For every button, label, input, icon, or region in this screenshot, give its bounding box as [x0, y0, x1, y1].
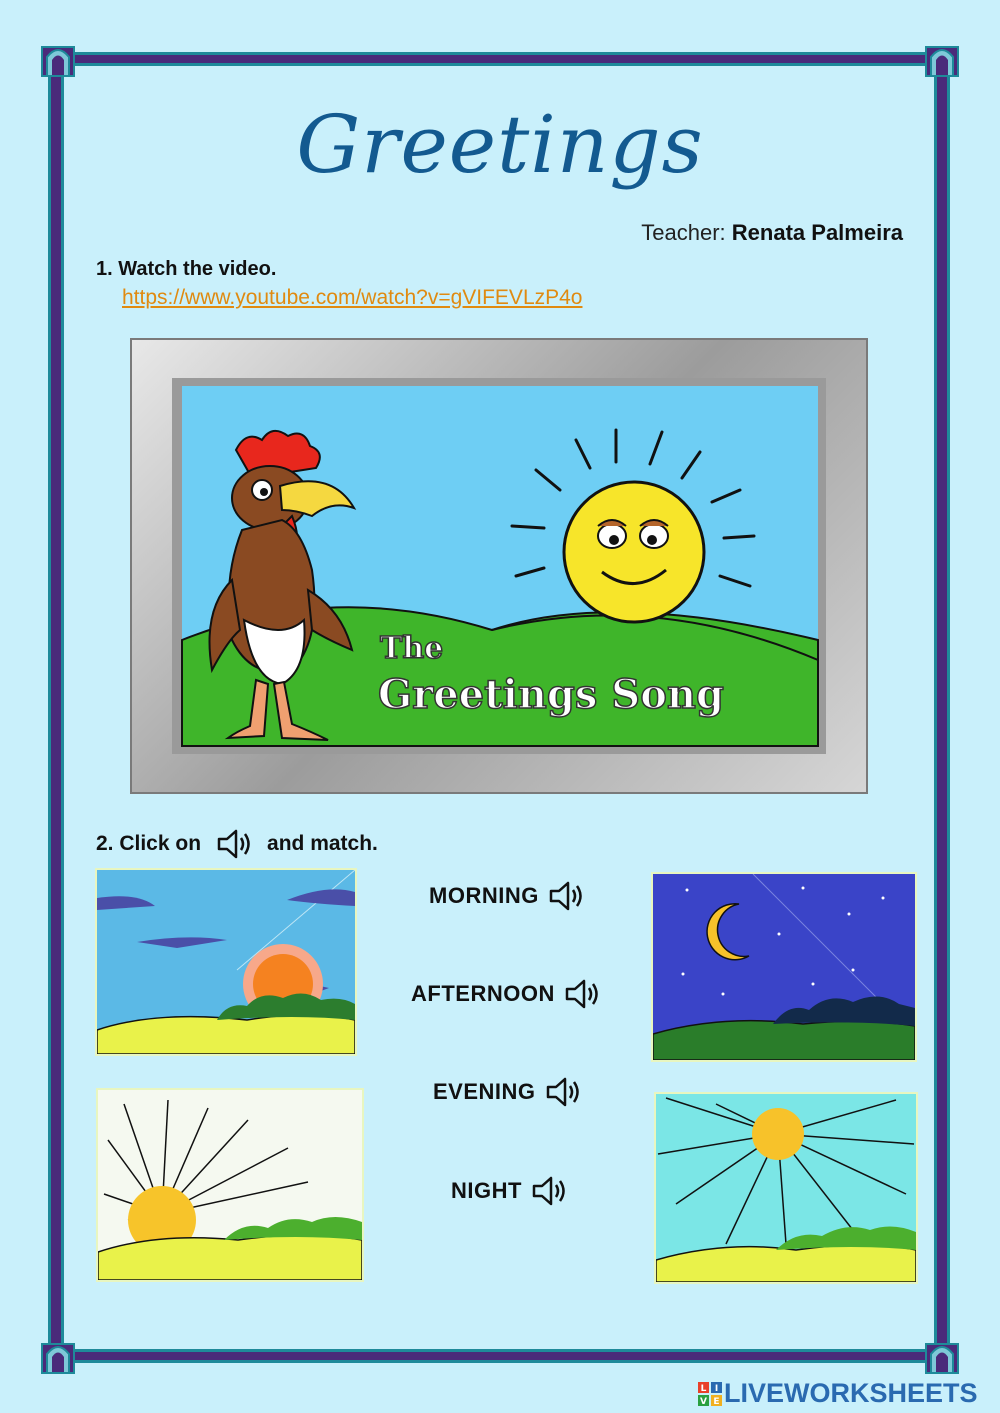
step2-after: and match. — [267, 832, 378, 855]
step2-instruction — [96, 828, 378, 860]
teacher-credit — [641, 220, 903, 246]
video-title-line2: Greetings Song — [378, 671, 724, 718]
word-night-label: NIGHT — [451, 1178, 522, 1203]
word-evening-label: EVENING — [433, 1079, 536, 1104]
teacher-name: Renata Palmeira — [731, 220, 903, 245]
step1-instruction: 1. Watch the video. — [96, 258, 277, 280]
badge-letter: L — [700, 1383, 707, 1394]
picture-day[interactable] — [654, 1092, 918, 1284]
word-evening[interactable] — [433, 1076, 582, 1108]
speaker-icon[interactable] — [546, 1076, 582, 1108]
word-morning-label: MORNING — [429, 883, 539, 908]
corner-ornament-icon — [41, 41, 75, 77]
border-left — [48, 58, 64, 1358]
speaker-icon[interactable] — [549, 880, 585, 912]
speaker-icon[interactable] — [565, 978, 601, 1010]
liveworksheets-logo[interactable] — [698, 1378, 978, 1409]
corner-ornament-icon — [41, 1338, 75, 1374]
badge-letter: V — [700, 1396, 707, 1406]
speaker-icon[interactable] — [532, 1175, 568, 1207]
word-afternoon[interactable] — [411, 978, 601, 1010]
logo-text: LIVEWORKSHEETS — [724, 1378, 978, 1408]
step2-before: 2. Click on — [96, 832, 202, 855]
corner-ornament-icon — [925, 1338, 959, 1374]
speaker-icon — [217, 828, 253, 860]
corner-ornament-icon — [925, 41, 959, 77]
picture-sunset[interactable] — [95, 868, 357, 1056]
border-top — [60, 52, 940, 66]
word-night[interactable] — [451, 1175, 568, 1207]
video-title-line1: The — [380, 631, 444, 666]
video-thumbnail[interactable] — [130, 338, 868, 794]
badge-letter: E — [713, 1396, 720, 1406]
border-bottom — [60, 1349, 940, 1363]
border-right — [934, 58, 950, 1358]
teacher-label: Teacher: — [641, 220, 726, 245]
word-morning[interactable] — [429, 880, 585, 912]
video-link[interactable]: https://www.youtube.com/watch?v=gVIFEVLzP4o — [122, 286, 583, 309]
live-badge-icon — [698, 1382, 722, 1406]
picture-night[interactable] — [651, 872, 917, 1062]
page-title: Greetings — [296, 98, 704, 191]
picture-sunrise[interactable] — [96, 1088, 364, 1282]
greetings-song-illustration — [132, 340, 866, 792]
badge-letter: I — [714, 1383, 719, 1394]
word-afternoon-label: AFTERNOON — [411, 981, 555, 1006]
